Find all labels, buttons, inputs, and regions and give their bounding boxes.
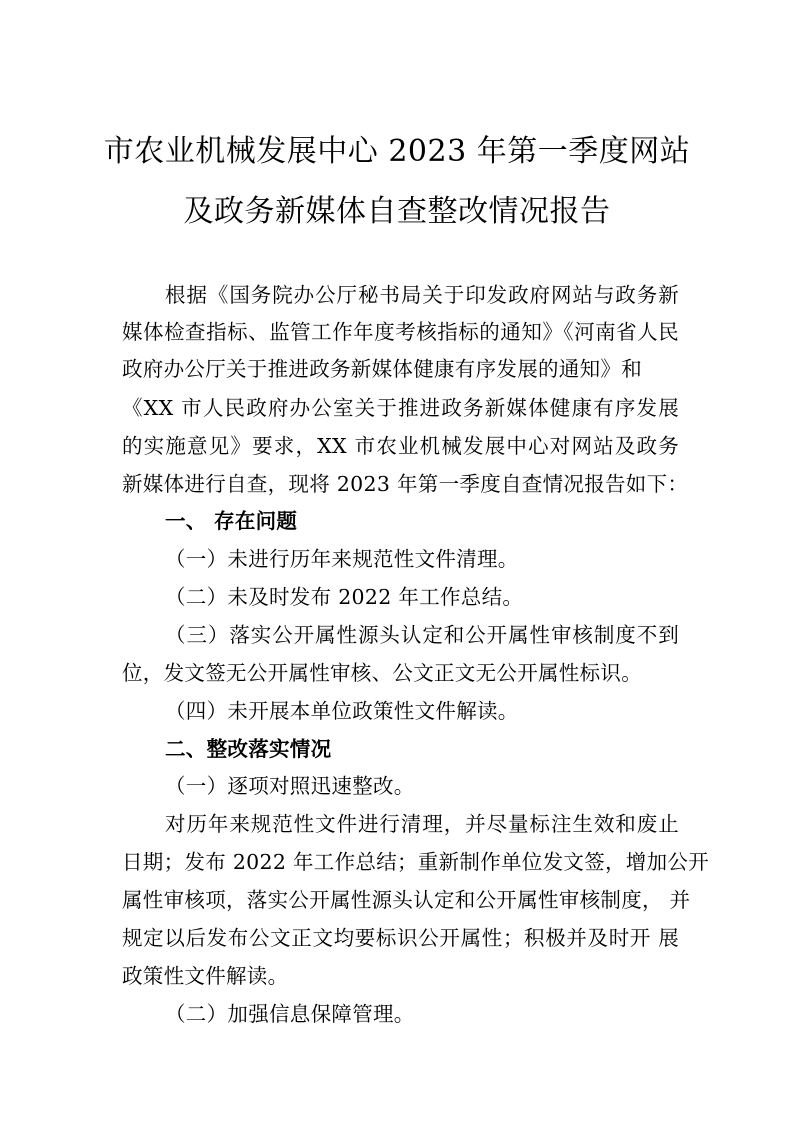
body-line: 规定以后发布公文正文均要标识公开属性；积极并及时开 展 <box>122 926 679 950</box>
problem-item: （四）未开展本单位政策性文件解读。 <box>165 699 519 723</box>
intro-line: 根据《国务院办公厅秘书局关于印发政府网站与政务新 <box>165 283 679 307</box>
section-heading-rectification: 二、整改落实情况 <box>165 737 332 761</box>
body-line: 政策性文件解读。 <box>122 964 289 988</box>
problem-item: （二）未及时发布 2022 年工作总结。 <box>165 585 524 609</box>
problem-item-continued: 位，发文签无公开属性审核、公文正文无公开属性标识。 <box>122 661 642 685</box>
section-heading-problems: 一、 存在问题 <box>165 509 298 533</box>
document-title-line-2: 及政务新媒体自查整改情况报告 <box>183 194 611 229</box>
problem-item: （三）落实公开属性源头认定和公开属性审核制度不到 <box>165 623 679 647</box>
subheading-item: （二）加强信息保障管理。 <box>165 1002 415 1026</box>
body-line: 对历年来规范性文件进行清理，并尽量标注生效和废止 <box>165 812 679 836</box>
body-line: 日期；发布 2022 年工作总结；重新制作单位发文签，增加公开 <box>122 850 710 874</box>
intro-line: 政府办公厅关于推进政务新媒体健康有序发展的通知》和 <box>122 357 642 381</box>
problem-item: （一）未进行历年来规范性文件清理。 <box>165 547 519 571</box>
intro-line: 的实施意见》要求，XX 市农业机械发展中心对网站及政务 <box>122 434 679 458</box>
intro-line: 媒体检查指标、监管工作年度考核指标的通知》《河南省人民 <box>122 320 679 344</box>
subheading-item: （一）逐项对照迅速整改。 <box>165 774 415 798</box>
intro-line: 《XX 市人民政府办公室关于推进政务新媒体健康有序发展 <box>122 396 679 420</box>
document-title-line-1: 市农业机械发展中心 2023 年第一季度网站 <box>103 134 691 169</box>
intro-line: 新媒体进行自查，现将 2023 年第一季度自查情况报告如下： <box>122 472 689 496</box>
body-line: 属性审核项，落实公开属性源头认定和公开属性审核制度， 并 <box>122 888 691 912</box>
